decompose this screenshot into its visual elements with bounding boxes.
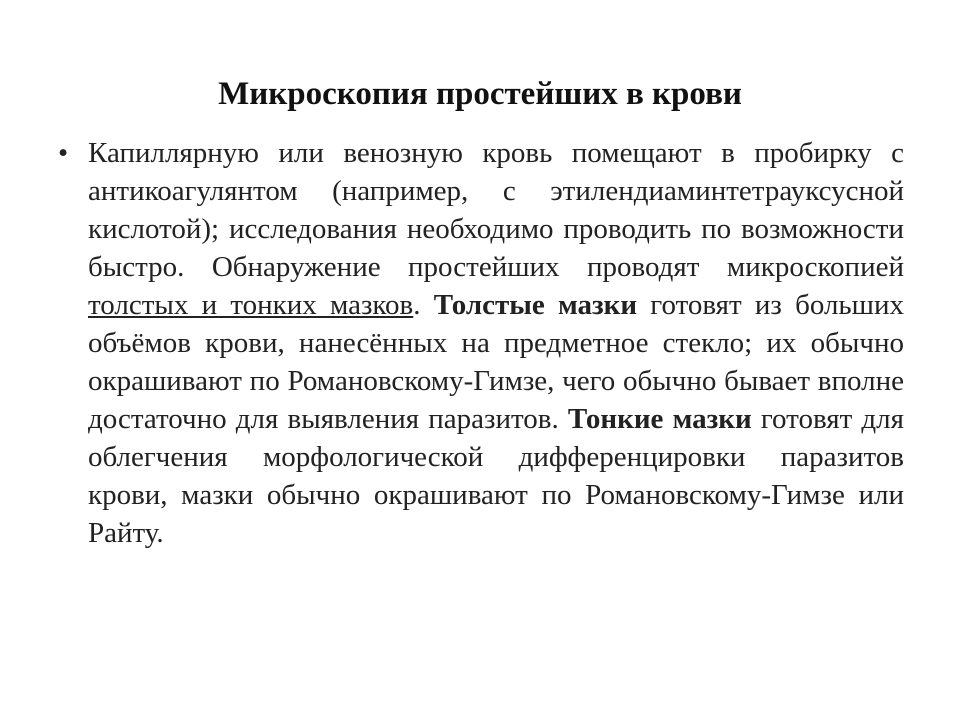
underlined-term: толстых и тонких мазков xyxy=(88,289,414,321)
bullet-item xyxy=(58,134,904,552)
bold-term-thick-smears: Толстые мазки xyxy=(433,289,638,321)
paragraph-text-2: . xyxy=(413,289,434,321)
bullet-paragraph xyxy=(88,134,904,552)
bullet-list xyxy=(58,134,904,552)
bold-term-thin-smears: Тонкие мазки xyxy=(567,403,752,435)
bullet-icon: • xyxy=(58,137,69,169)
paragraph-text-3: готовят из больших объёмов крови, нанесённых на предметное стекло; их обычно окрашивают по Романовскому-Гимзе, чего обычно бывает вполне достаточно для выявления паразитов. xyxy=(88,289,904,435)
paragraph-text-4: готовят для облегчения морфологической дифференцировки паразитов крови, мазки обычно окрашивают по Романовскому-Гимзе или Райту. xyxy=(88,403,904,549)
paragraph-text-1: Капиллярную или венозную кровь помещают в пробирку с антикоагулянтом (например, с этилендиаминтетрауксусной кислотой); исследования необходимо проводить по возможности быстро. Обнаружение простейших проводят микроскопией xyxy=(88,137,904,283)
slide-title: Микроскопия простейших в крови xyxy=(218,76,742,112)
